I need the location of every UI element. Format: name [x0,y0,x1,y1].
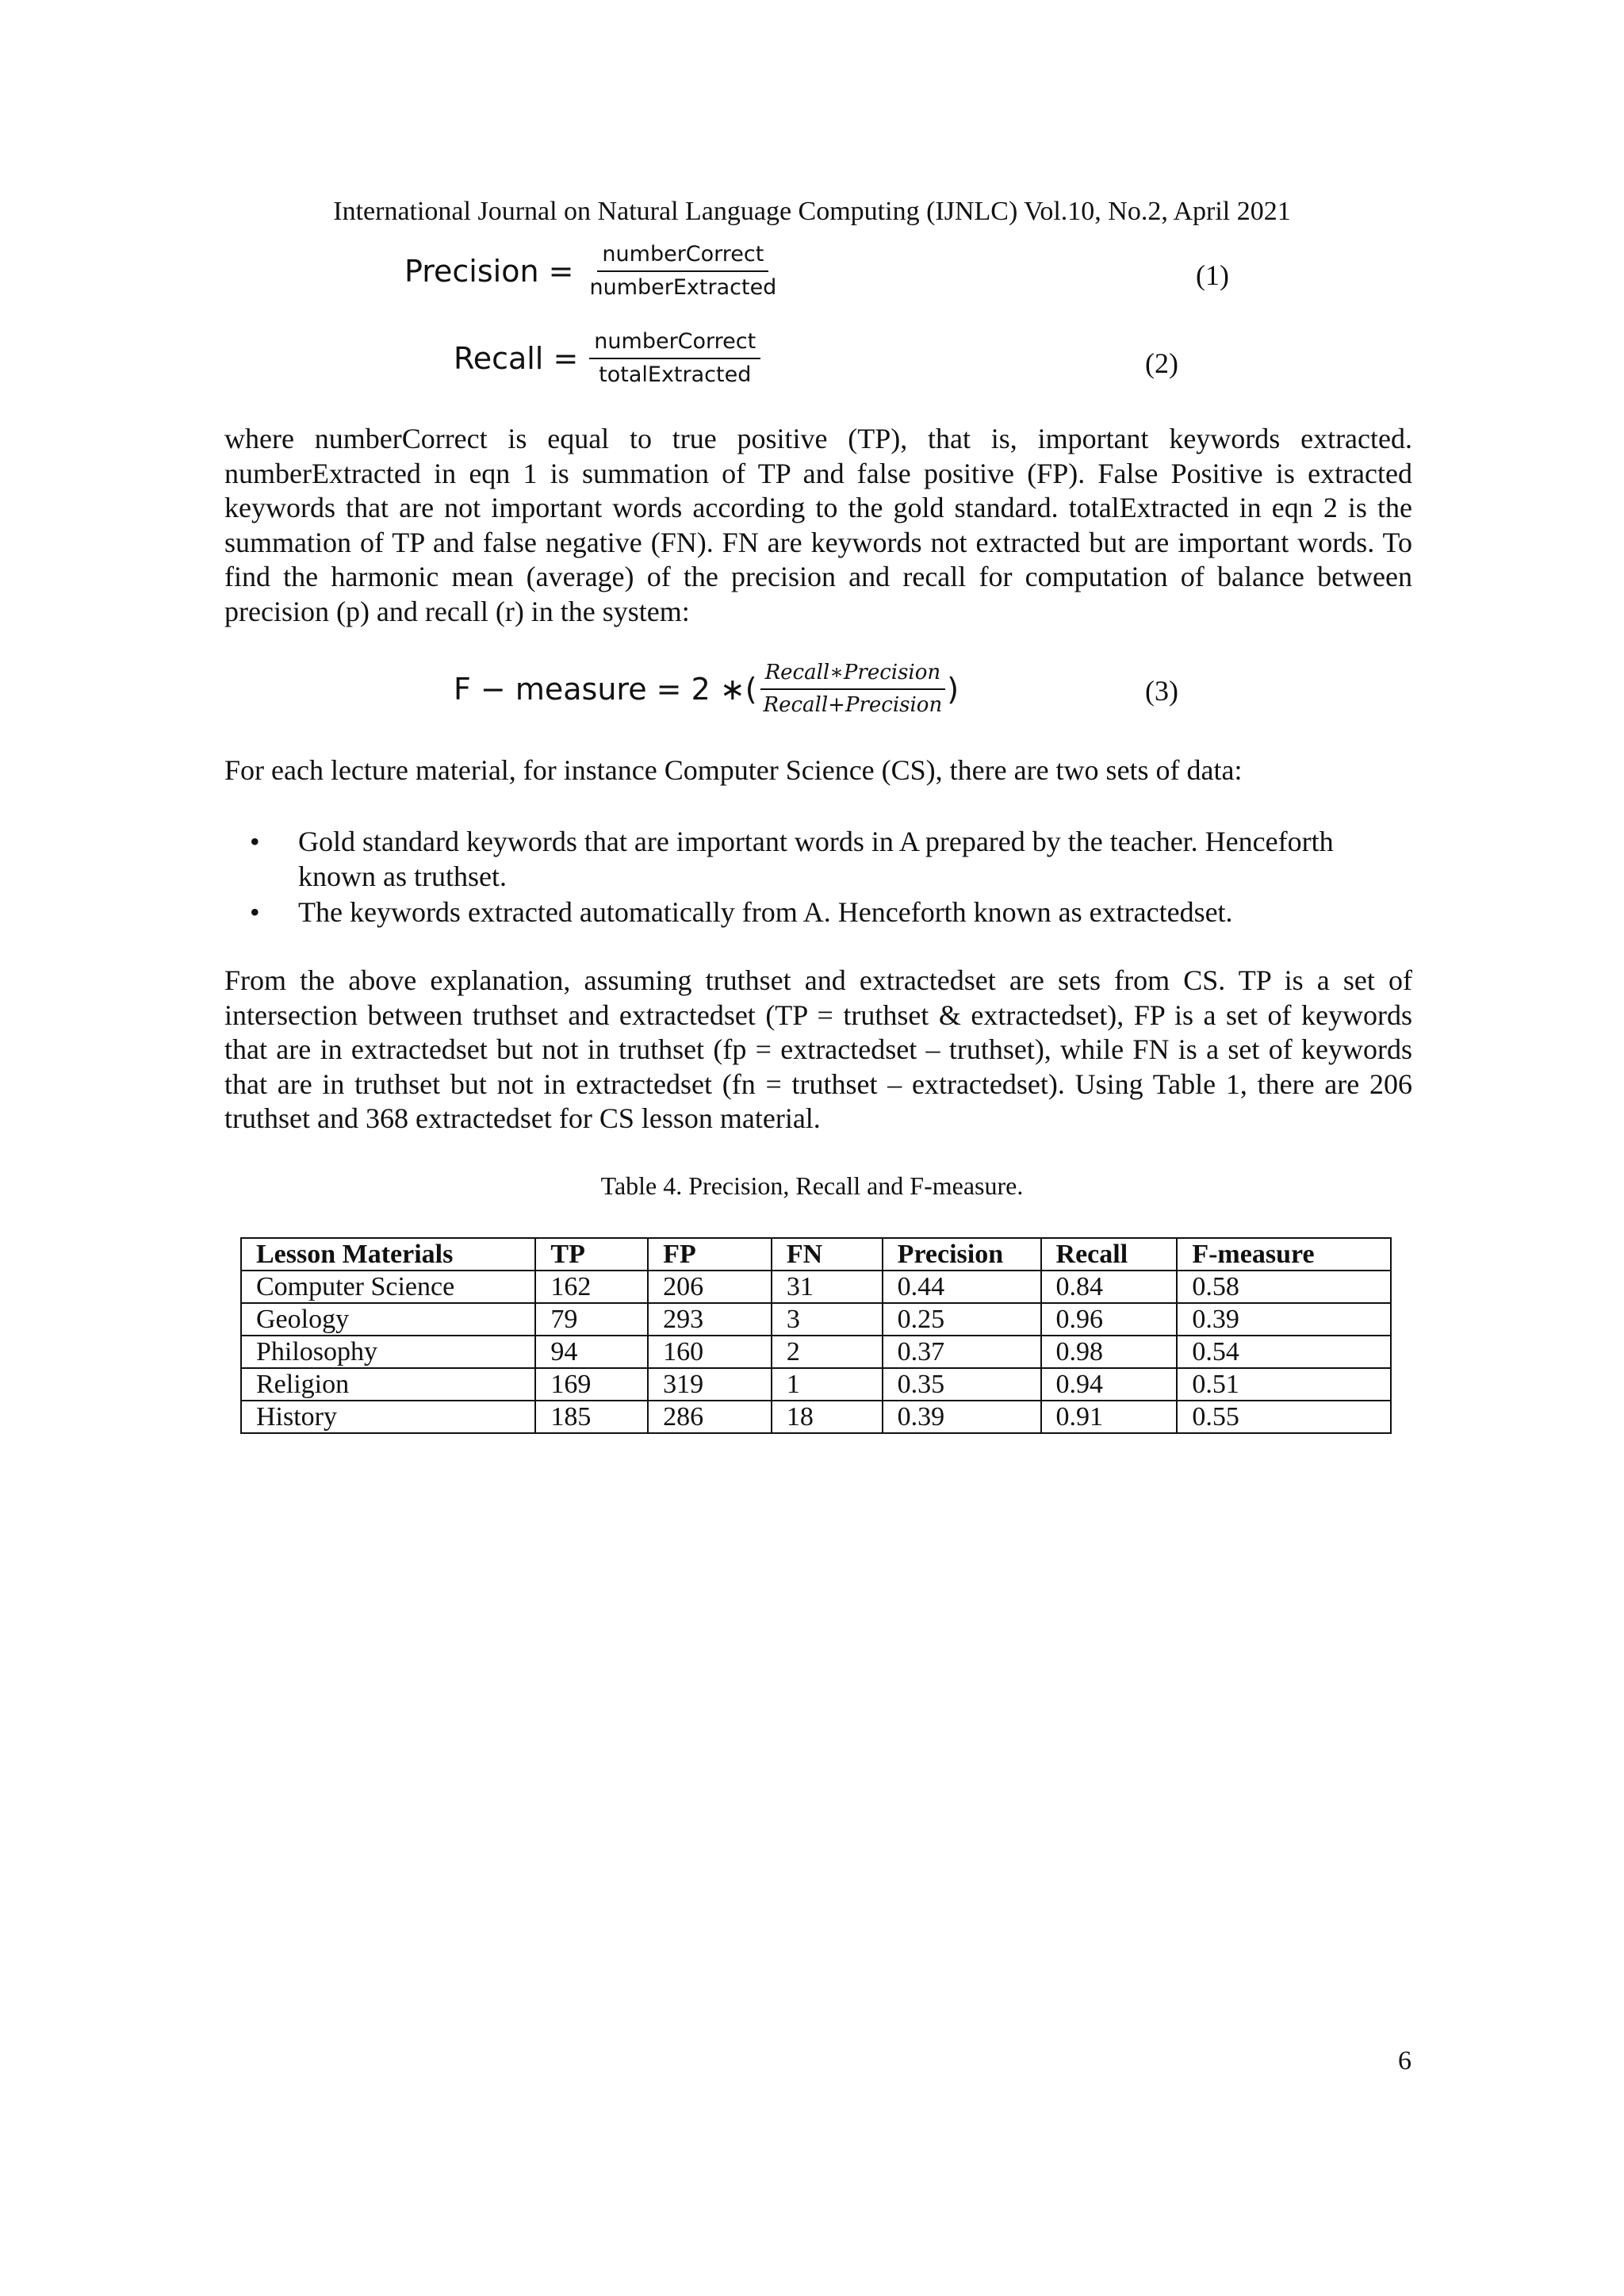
bullet-list [224,825,1412,932]
list-item-text: The keywords extracted automatically from A. Henceforth known as extractedset. [298,896,1233,928]
list-item [224,825,1412,894]
table-cell: 293 [648,1303,772,1336]
equation-3-body [454,660,959,718]
equation-2-denominator: totalExtracted [599,362,752,387]
table-row [241,1368,1391,1401]
table-cell: 160 [648,1336,772,1368]
bullet-icon: • [250,896,260,928]
table-cell: 2 [772,1336,883,1368]
equation-2-body [454,328,760,389]
equation-2 [0,325,1624,404]
table-row [241,1271,1391,1303]
column-header: F-measure [1177,1238,1391,1271]
paragraph-definitions: where numberCorrect is equal to true positive (TP), that is, important keywords extracted. numberExtracted in eqn 1 is summation of TP and false positive (FP). False Positive is extracted keywords that are not important words according to the gold standard. totalExtracted in eqn 2 is the summation of TP and false negative (FN). FN are keywords not extracted but are important words. To find the harmonic mean (average) of the precision and recall for computation of balance between precision (p) and recall (r) in the system: [224,423,1412,627]
table-cell: History [241,1401,535,1433]
table-cell: 0.54 [1177,1336,1391,1368]
column-header: TP [535,1238,648,1271]
equation-3-number: (3) [1145,675,1178,707]
table-cell: 0.94 [1041,1368,1178,1401]
table-cell: 162 [535,1271,648,1303]
equation-1 [0,238,1624,317]
table-cell: 0.55 [1177,1401,1391,1433]
equation-3-open-paren: ( [745,671,757,707]
table-cell: 0.84 [1041,1271,1178,1303]
table-cell: 0.96 [1041,1303,1178,1336]
table-cell: 0.98 [1041,1336,1178,1368]
equation-2-fraction [589,328,760,389]
table-cell: 3 [772,1303,883,1336]
table-cell: 79 [535,1303,648,1336]
equation-3-close-paren: ) [947,671,959,707]
table-cell: 185 [535,1401,648,1433]
equation-1-body [404,241,781,301]
equation-2-number: (2) [1145,347,1178,379]
paragraph-datasets-intro: For each lecture material, for instance Computer Science (CS), there are two sets of data: [224,754,1243,786]
table-cell: Computer Science [241,1271,535,1303]
table-cell: 0.39 [883,1401,1041,1433]
equation-3 [0,655,1624,734]
journal-header: International Journal on Natural Language Computing (IJNLC) Vol.10, No.2, April 2021 [333,197,1291,226]
column-header: Lesson Materials [241,1238,535,1271]
table-row [241,1336,1391,1368]
table-cell: Geology [241,1303,535,1336]
equation-1-lhs: Precision = [404,253,574,289]
table-cell: Philosophy [241,1336,535,1368]
table-cell: 0.44 [883,1271,1041,1303]
table-cell: 0.91 [1041,1401,1178,1433]
table-cell: Religion [241,1368,535,1401]
equation-3-lhs: F − measure = 2 ∗ [454,671,745,707]
table-cell: 0.39 [1177,1303,1391,1336]
table-cell: 0.58 [1177,1271,1391,1303]
equation-1-fraction [584,241,781,301]
table-cell: 1 [772,1368,883,1401]
list-item [224,895,1412,930]
table-header-row [241,1238,1391,1271]
table-cell: 206 [648,1271,772,1303]
table-row [241,1401,1391,1433]
equation-1-denominator: numberExtracted [589,274,777,300]
results-table [240,1237,1392,1434]
equation-2-numerator: numberCorrect [589,328,760,359]
equation-3-fraction [759,660,948,718]
equation-1-numerator: numberCorrect [597,241,768,272]
table-cell: 319 [648,1368,772,1401]
table-cell: 94 [535,1336,648,1368]
table-cell: 0.51 [1177,1368,1391,1401]
column-header: FN [772,1238,883,1271]
table-cell: 0.35 [883,1368,1041,1401]
equation-3-denominator: Recall+Precision [763,692,943,717]
table-row [241,1303,1391,1336]
table-cell: 31 [772,1271,883,1303]
paragraph-explanation: From the above explanation, assuming truthset and extractedset are sets from CS. TP is a set of intersection between truthset and extractedset (TP = truthset & extractedset), FP is a set of keywords that are in extractedset but not in truthset (fp = extractedset – truthset), while FN is a set of keywords that are in truthset but not in extractedset (fn = truthset – extractedset). Using Table 1, there are 206 truthset and 368 extractedset for CS lesson material. [224,964,1412,1134]
table-cell: 169 [535,1368,648,1401]
table-cell: 18 [772,1401,883,1433]
page-number: 6 [1398,2046,1411,2076]
table-cell: 0.37 [883,1336,1041,1368]
column-header: FP [648,1238,772,1271]
bullet-icon: • [250,826,260,857]
table-cell: 286 [648,1401,772,1433]
equation-1-number: (1) [1196,259,1229,291]
column-header: Precision [883,1238,1041,1271]
table-caption: Table 4. Precision, Recall and F-measure. [600,1171,1024,1200]
column-header: Recall [1041,1238,1178,1271]
equation-3-numerator: Recall∗Precision [760,660,946,690]
equation-2-lhs: Recall = [454,340,579,376]
list-item-text: Gold standard keywords that are important words in A prepared by the teacher. Henceforth known as truthset. [298,826,1334,892]
table-cell: 0.25 [883,1303,1041,1336]
